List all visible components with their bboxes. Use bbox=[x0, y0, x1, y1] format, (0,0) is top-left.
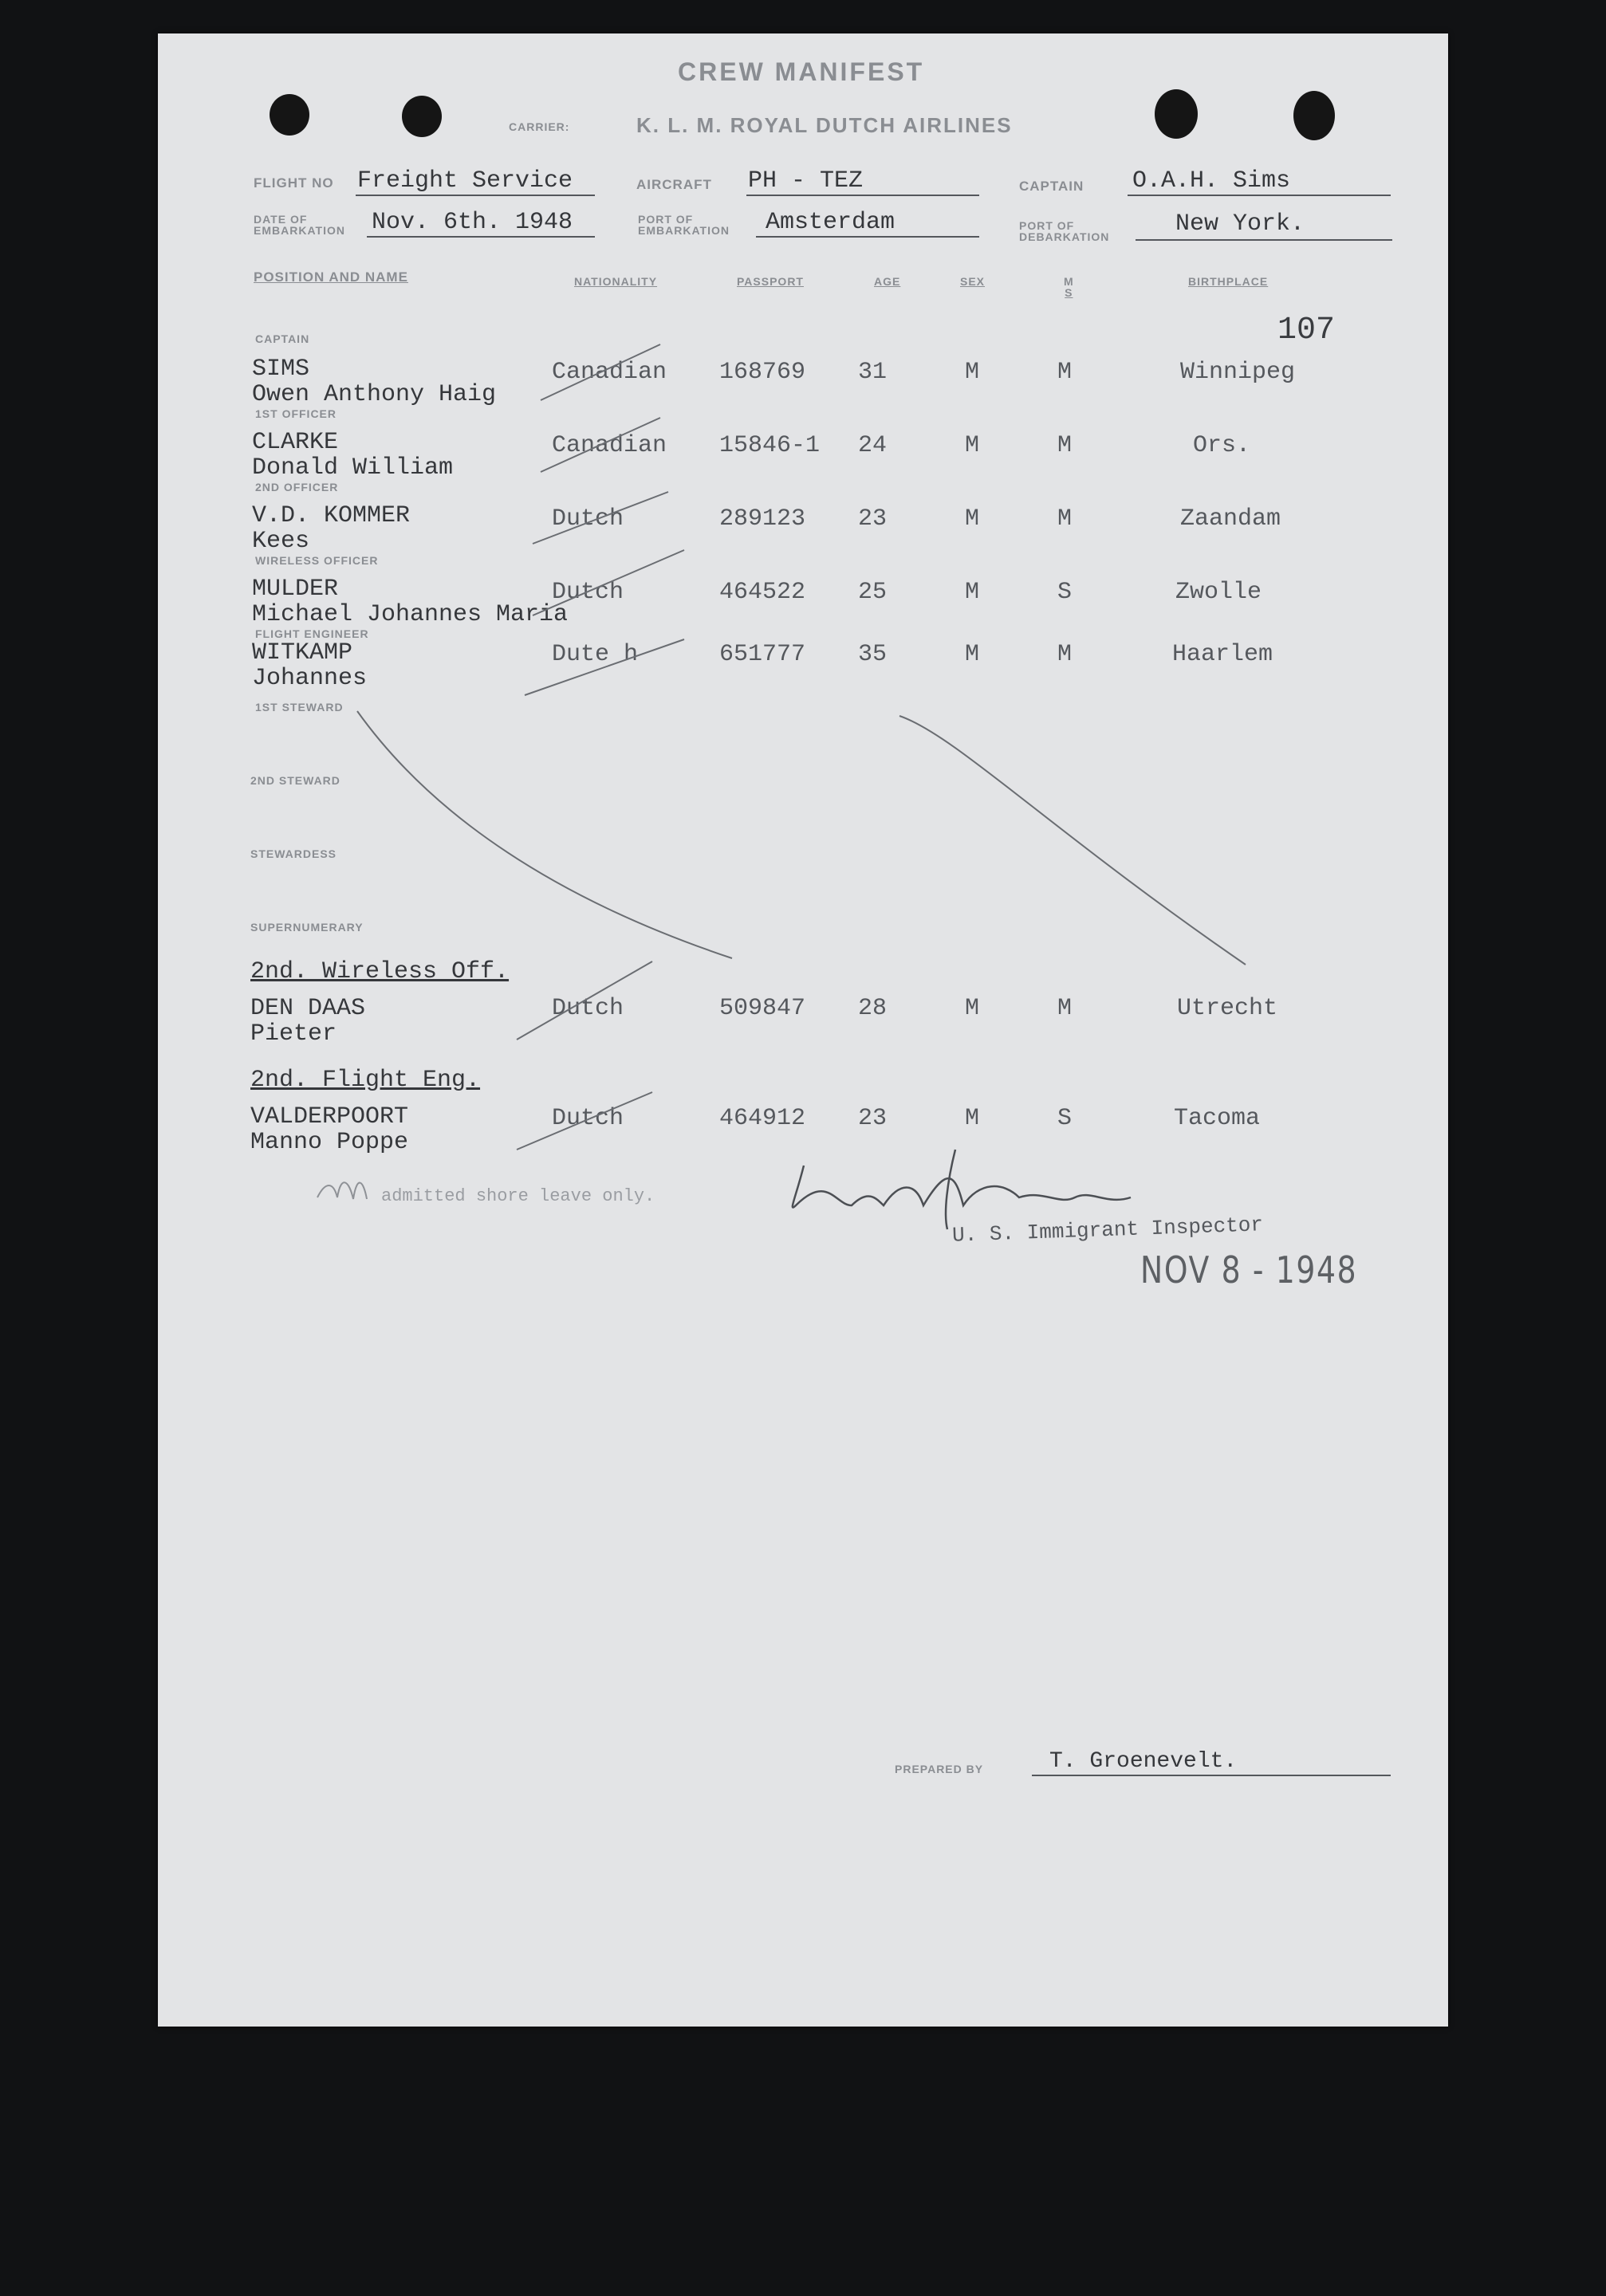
port-deb-value: New York. bbox=[1175, 210, 1305, 238]
label-supernumerary: SUPERNUMERARY bbox=[250, 921, 364, 934]
flight-label: FLIGHT NO bbox=[254, 175, 334, 191]
manifest-page bbox=[158, 33, 1448, 2027]
crew-nationality: Canadian bbox=[552, 359, 667, 386]
crew-sex: M bbox=[965, 432, 980, 459]
crew-age: 25 bbox=[858, 579, 888, 606]
crew-age: 35 bbox=[858, 641, 888, 668]
check-mark bbox=[525, 639, 684, 695]
strike-line bbox=[357, 711, 732, 958]
crew-nationality: Dutch bbox=[552, 505, 624, 533]
port-emb-label-line2: EMBARKATION bbox=[638, 224, 730, 237]
date-stamp: NOV 8 - 1948 bbox=[1140, 1248, 1358, 1292]
col-passport: PASSPORT bbox=[737, 275, 804, 288]
port-emb-value: Amsterdam bbox=[766, 209, 896, 236]
crew-surname: VALDERPOORT bbox=[250, 1103, 409, 1130]
date-label-line1: DATE OF bbox=[254, 213, 308, 226]
col-age: AGE bbox=[874, 275, 901, 288]
crew-marital: M bbox=[1057, 432, 1073, 459]
check-mark bbox=[541, 418, 660, 472]
crew-sex: M bbox=[965, 579, 980, 606]
page-number: 107 bbox=[1277, 313, 1336, 348]
crew-surname: WITKAMP bbox=[252, 639, 353, 666]
crew-birthplace: Zaandam bbox=[1180, 505, 1281, 533]
pencil-marks bbox=[158, 33, 1448, 2027]
crew-given-name: Owen Anthony Haig bbox=[252, 381, 497, 408]
crew-nationality: Canadian bbox=[552, 432, 667, 459]
crew-passport: 464522 bbox=[719, 579, 806, 606]
crew-given-name: Donald William bbox=[252, 454, 454, 482]
crew-surname: V.D. KOMMER bbox=[252, 502, 411, 529]
crew-marital: M bbox=[1057, 359, 1073, 386]
crew-passport: 651777 bbox=[719, 641, 806, 668]
prepared-by-value: T. Groenevelt. bbox=[1049, 1749, 1238, 1774]
crew-age: 31 bbox=[858, 359, 888, 386]
crew-birthplace: Utrecht bbox=[1177, 995, 1278, 1022]
crew-given-name: Pieter bbox=[250, 1020, 337, 1048]
check-mark bbox=[533, 550, 684, 615]
col-position: POSITION AND NAME bbox=[254, 269, 408, 285]
crew-passport: 509847 bbox=[719, 995, 806, 1022]
col-birthplace: BIRTHPLACE bbox=[1188, 275, 1269, 288]
label-stewardess: STEWARDESS bbox=[250, 847, 337, 860]
crew-marital: S bbox=[1057, 1105, 1073, 1132]
crew-surname: DEN DAAS bbox=[250, 995, 366, 1022]
crew-sex: M bbox=[965, 359, 980, 386]
crew-birthplace: Haarlem bbox=[1172, 641, 1273, 668]
crew-nationality: Dutch bbox=[552, 1105, 624, 1132]
label-captain: CAPTAIN bbox=[255, 332, 310, 345]
crew-birthplace: Winnipeg bbox=[1180, 359, 1296, 386]
carrier-label: CARRIER: bbox=[509, 120, 570, 133]
date-label-line2: EMBARKATION bbox=[254, 224, 345, 237]
aircraft-value: PH - TEZ bbox=[748, 167, 864, 195]
crew-passport: 15846-1 bbox=[719, 432, 821, 459]
crew-age: 23 bbox=[858, 505, 888, 533]
check-mark bbox=[533, 492, 668, 544]
carrier-name: K. L. M. ROYAL DUTCH AIRLINES bbox=[636, 113, 1013, 137]
aircraft-label: AIRCRAFT bbox=[636, 177, 712, 192]
crew-passport: 289123 bbox=[719, 505, 806, 533]
crew-nationality: Dute h bbox=[552, 641, 639, 668]
check-mark bbox=[517, 961, 652, 1040]
supernumerary-role: 2nd. Wireless Off. bbox=[250, 958, 510, 985]
check-mark bbox=[541, 344, 660, 400]
crew-birthplace: Ors. bbox=[1193, 432, 1251, 459]
check-mark bbox=[517, 1092, 652, 1150]
crew-surname: CLARKE bbox=[252, 429, 339, 456]
crew-passport: 464912 bbox=[719, 1105, 806, 1132]
crew-age: 23 bbox=[858, 1105, 888, 1132]
crew-given-name: Manno Poppe bbox=[250, 1129, 409, 1156]
crew-passport: 168769 bbox=[719, 359, 806, 386]
crew-marital: M bbox=[1057, 641, 1073, 668]
crew-marital: S bbox=[1057, 579, 1073, 606]
col-marital-s: S bbox=[1065, 286, 1073, 299]
prepared-by-label: PREPARED BY bbox=[895, 1763, 984, 1775]
captain-value: O.A.H. Sims bbox=[1132, 167, 1291, 195]
crew-nationality: Dutch bbox=[552, 579, 624, 606]
crew-marital: M bbox=[1057, 995, 1073, 1022]
port-emb-label-line1: PORT OF bbox=[638, 213, 694, 226]
crew-age: 24 bbox=[858, 432, 888, 459]
port-deb-label-line1: PORT OF bbox=[1019, 219, 1075, 232]
crew-birthplace: Tacoma bbox=[1174, 1105, 1261, 1132]
inspector-title: U. S. Immigrant Inspector bbox=[951, 1213, 1264, 1248]
label-wireless-officer: WIRELESS OFFICER bbox=[255, 554, 379, 567]
captain-label: CAPTAIN bbox=[1019, 179, 1084, 194]
col-nationality: NATIONALITY bbox=[574, 275, 658, 288]
date-value: Nov. 6th. 1948 bbox=[372, 209, 573, 236]
crew-sex: M bbox=[965, 641, 980, 668]
label-second-steward: 2ND STEWARD bbox=[250, 774, 340, 787]
supernumerary-role: 2nd. Flight Eng. bbox=[250, 1067, 481, 1094]
crew-surname: SIMS bbox=[252, 356, 310, 383]
crew-sex: M bbox=[965, 995, 980, 1022]
port-deb-label-line2: DEBARKATION bbox=[1019, 230, 1110, 243]
shore-leave-note: admitted shore leave only. bbox=[381, 1186, 655, 1206]
strike-line bbox=[899, 716, 1246, 965]
label-first-officer: 1ST OFFICER bbox=[255, 407, 337, 420]
crew-given-name: Johannes bbox=[252, 665, 368, 692]
crew-surname: MULDER bbox=[252, 576, 339, 603]
crew-sex: M bbox=[965, 505, 980, 533]
crew-given-name: Michael Johannes Maria bbox=[252, 601, 569, 628]
label-first-steward: 1ST STEWARD bbox=[255, 701, 344, 714]
label-second-officer: 2ND OFFICER bbox=[255, 481, 339, 493]
col-sex: SEX bbox=[960, 275, 986, 288]
crew-given-name: Kees bbox=[252, 528, 310, 555]
flight-value: Freight Service bbox=[357, 167, 573, 195]
crew-age: 28 bbox=[858, 995, 888, 1022]
crew-birthplace: Zwolle bbox=[1175, 579, 1262, 606]
crew-sex: M bbox=[965, 1105, 980, 1132]
label-flight-engineer: FLIGHT ENGINEER bbox=[255, 627, 369, 640]
crew-nationality: Dutch bbox=[552, 995, 624, 1022]
form-title: CREW MANIFEST bbox=[678, 57, 925, 86]
crew-marital: M bbox=[1057, 505, 1073, 533]
prepared-by-underline bbox=[1032, 1775, 1391, 1776]
col-marital-m: M bbox=[1064, 275, 1074, 288]
inspector-signature bbox=[793, 1150, 1131, 1229]
